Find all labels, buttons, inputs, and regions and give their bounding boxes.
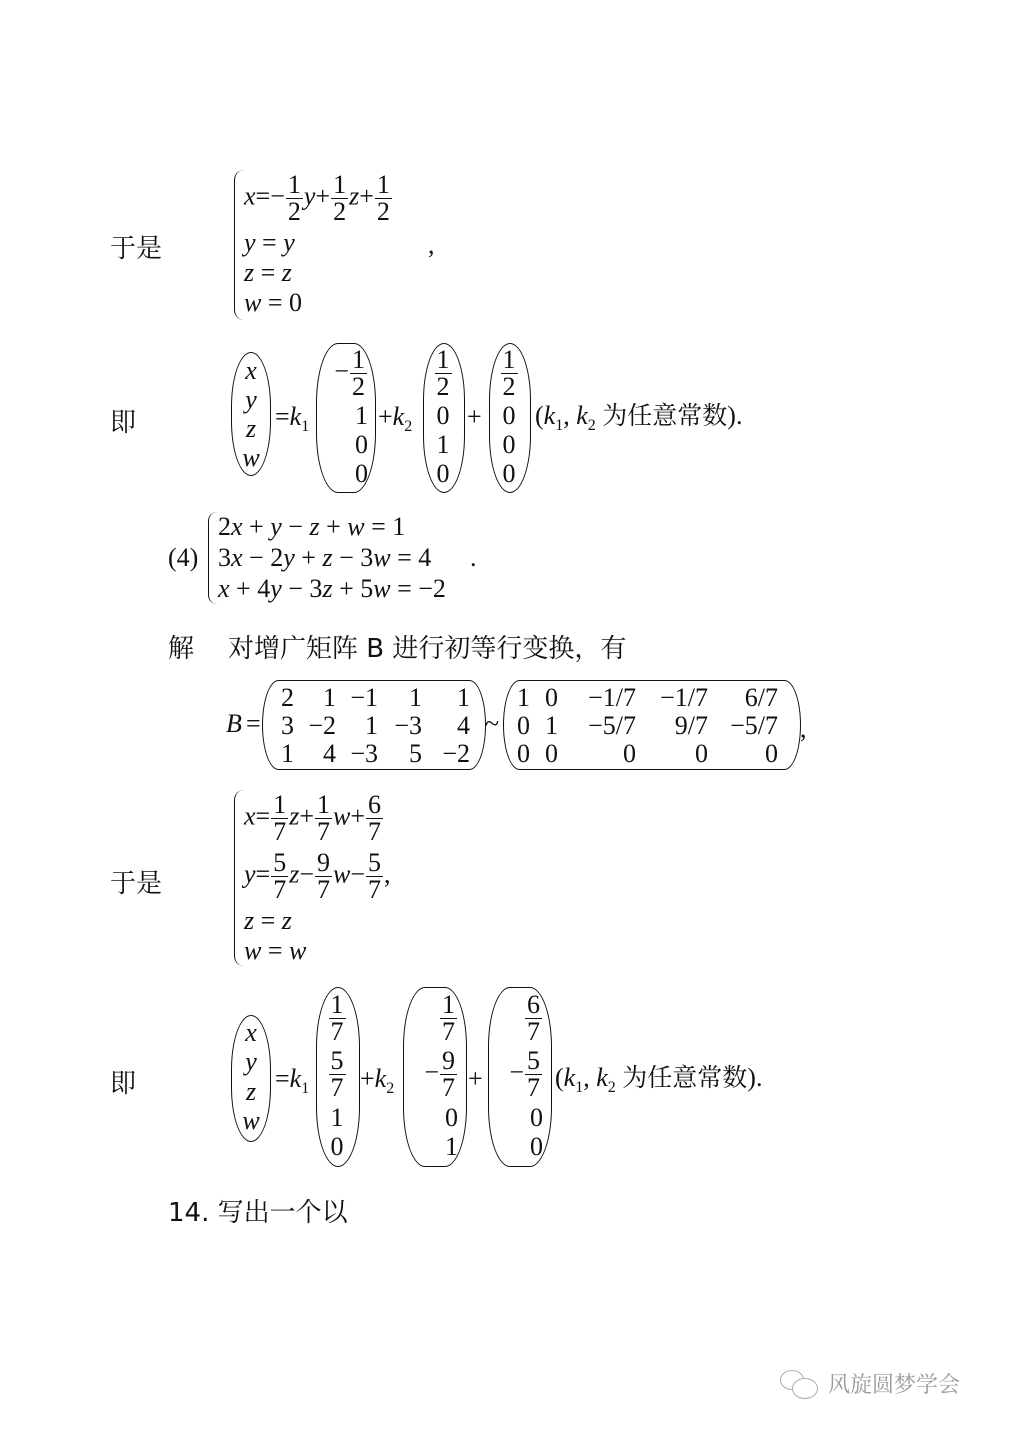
plus-k2: $+k_2$ [360,1064,395,1097]
trailing-period: . [470,543,477,572]
plus: + [467,402,482,431]
equation-line: x + 4y − 3z + 5w = −2 [218,574,446,603]
k1-vector: $\frac{1}{7}$ $\frac{5}{7}$ 1 0 [330,989,344,1162]
equals: = [246,709,261,738]
vector-entry: x [245,1017,257,1047]
row-equivalent-tilde: ~ [485,709,500,738]
label-yushi-1: 于是 [110,234,163,264]
const-vector: $\frac{1}{2}$ 0 0 0 [502,344,516,489]
label-ji-2: 即 [110,1069,137,1099]
left-brace [208,512,217,604]
matrix-name: B [226,709,242,738]
trailing-comma: , [428,230,435,259]
arbitrary-constants-note: ($k_1$, $k_2$ 为任意常数). [555,1063,763,1096]
equation-line: x=− $\frac{1}{2}$ y+ $\frac{1}{2}$ z+ $\frac{1}{2}$ [244,170,390,226]
problem-number: (4) [168,543,199,572]
vector-entry: y [245,1047,257,1077]
arbitrary-constants-note: ($k_1$, $k_2$ 为任意常数). [535,401,743,434]
plus: + [468,1064,483,1093]
watermark [780,1368,960,1399]
plus-k2: $+k_2$ [378,402,413,435]
equation-line: 2x + y − z + w = 1 [218,512,406,541]
vector-entry: z [245,413,257,443]
solution-text: 对增广矩阵 B 进行初等行变换，有 [228,634,627,664]
k1-vector: − $\frac{1}{2}$ 1 0 0 [334,344,368,489]
vector-entry: x [245,355,257,385]
equation-line: y= $\frac{5}{7}$ z− $\frac{9}{7}$ w− $\frac{5}{7}$ , [244,848,391,904]
const-vector: $\frac{6}{7}$ − $\frac{5}{7}$ 0 0 [509,989,543,1162]
equation-line: z = z [244,258,292,287]
wechat-icon [780,1370,820,1398]
equation-line: w = w [244,936,307,965]
lhs-vector [236,356,266,472]
watermark-text: 风旋圆梦学会 [828,1372,961,1397]
lhs-vector [236,1018,266,1136]
k2-vector: $\frac{1}{2}$ 0 1 0 [436,344,450,489]
equation-line: y = y [244,228,295,257]
vector-entry: z [245,1076,257,1106]
equation-line: w = 0 [244,288,303,317]
equation-line: 3x − 2y + z − 3w = 4 [218,543,432,572]
equation-line: z = z [244,906,292,935]
problem-14-text: 14. 写出一个以 [168,1198,348,1228]
label-yushi-2: 于是 [110,869,163,899]
equation-line: x= $\frac{1}{7}$ z+ $\frac{1}{7}$ w+ $\frac{6}{7}$ [244,790,382,846]
vector-entry: w [242,1106,260,1136]
vector-entry: w [242,442,260,472]
original-matrix: 2 1 −1 1 1 3 −2 1 −3 4 1 4 −3 5 −2 [281,683,470,768]
equals-k1: $=k_1$ [275,1064,310,1097]
reduced-matrix: 1 0 −1/7 −1/7 6/7 0 1 −5/7 9/7 −5/7 0 0 0 0 0 [517,683,778,768]
trailing-comma: , [800,714,807,743]
k2-vector: $\frac{1}{7}$ − $\frac{9}{7}$ 0 1 [424,989,458,1162]
label-ji-1: 即 [110,408,137,438]
equals-k1: $=k_1$ [275,402,310,435]
solution-label: 解 [168,634,195,664]
vector-entry: y [245,384,257,414]
